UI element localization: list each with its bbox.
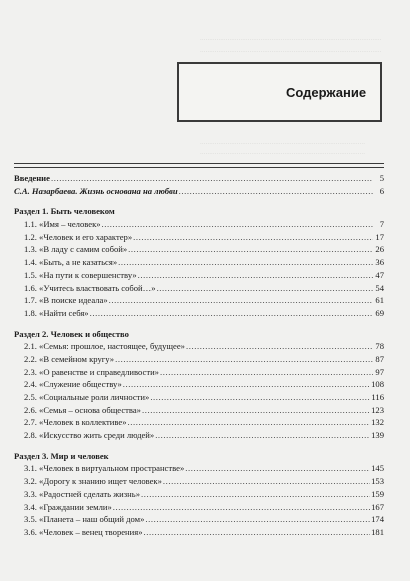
toc-entry[interactable] <box>14 430 384 443</box>
toc-entry-page: 5 <box>379 173 384 183</box>
leader-dots <box>113 502 370 512</box>
toc-entry-title: С.А. Назарбаева. Жизнь основана на любви <box>14 185 178 196</box>
toc-entry-title: 2.5. «Социальные роли личности» <box>24 392 150 402</box>
leader-dots <box>109 295 373 305</box>
toc-entry-title: 2.2. «В семейном кругу» <box>24 353 115 364</box>
toc-entry[interactable] <box>14 283 384 296</box>
leader-dots <box>102 219 373 229</box>
toc-entry-page: 26 <box>375 244 384 255</box>
toc-entry[interactable] <box>14 502 384 515</box>
table-of-contents <box>14 173 384 540</box>
toc-entry-page: 139 <box>371 430 384 441</box>
leader-dots <box>141 489 370 499</box>
toc-entry-page: 116 <box>371 392 384 402</box>
toc-entry[interactable] <box>14 379 384 392</box>
leader-dots <box>128 244 373 254</box>
toc-entry-title: 2.4. «Служение обществу» <box>24 379 122 390</box>
toc-entry[interactable] <box>14 417 384 430</box>
toc-entry-page: 123 <box>371 404 384 415</box>
toc-entry[interactable] <box>14 405 384 418</box>
toc-entry-nazarbayeva[interactable] <box>14 186 384 199</box>
leader-dots <box>155 430 370 440</box>
leader-dots <box>186 341 373 351</box>
toc-entry-page: 145 <box>371 463 384 474</box>
toc-entry-title: 2.1. «Семья: прошлое, настоящее, будущее» <box>24 341 185 352</box>
toc-entry-title: 1.7. «В поиске идеала» <box>24 295 108 306</box>
leader-dots <box>144 527 371 537</box>
toc-entry-page: 97 <box>375 366 384 377</box>
toc-entry-page: 132 <box>371 417 384 428</box>
leader-dots <box>51 173 373 183</box>
toc-entry-title: 1.6. «Учитесь властвовать собой…» <box>24 282 156 293</box>
toc-entry-page: 17 <box>375 231 384 242</box>
toc-entry[interactable] <box>14 341 384 354</box>
toc-entry[interactable] <box>14 489 384 502</box>
toc-entry-page: 61 <box>375 295 384 306</box>
toc-entry-page: 159 <box>371 488 384 499</box>
toc-entry-page: 108 <box>371 379 384 390</box>
toc-entry[interactable] <box>14 392 384 405</box>
toc-entry[interactable] <box>14 514 384 527</box>
toc-entry[interactable] <box>14 476 384 489</box>
toc-entry-title: 3.4. «Граждании земли» <box>24 501 112 512</box>
toc-entry[interactable] <box>14 257 384 270</box>
leader-dots <box>90 308 373 318</box>
leader-dots <box>138 270 373 280</box>
toc-entry-title: 1.3. «В ладу с самим собой» <box>24 244 128 255</box>
toc-entry-title: 1.1. «Имя – человек» <box>24 219 101 230</box>
toc-entry-title: 1.2. «Человек и его характер» <box>24 231 133 242</box>
toc-entry-title: 3.3. «Радостней сделать жизнь» <box>24 488 140 499</box>
toc-entry-page: 6 <box>379 185 384 196</box>
toc-entry-page: 174 <box>371 514 384 525</box>
toc-entry[interactable] <box>14 219 384 232</box>
toc-entry-title: 2.6. «Семья – основа общества» <box>24 404 141 415</box>
toc-entry[interactable] <box>14 308 384 321</box>
toc-entry[interactable] <box>14 367 384 380</box>
toc-entry-intro[interactable] <box>14 173 384 186</box>
leader-dots <box>145 514 370 524</box>
toc-entry-title: 3.6. «Человек – венец творения» <box>24 526 143 537</box>
toc-entry-title: 2.8. «Искусство жить среди людей» <box>24 430 155 441</box>
leader-dots <box>150 392 370 402</box>
leader-dots <box>163 476 370 486</box>
section-title: Раздел 3. Мир и человек <box>14 450 109 461</box>
toc-entry-page: 181 <box>371 526 384 537</box>
toc-entry-page: 7 <box>379 219 384 230</box>
leader-dots <box>160 367 373 377</box>
leader-dots <box>123 379 370 389</box>
toc-entry-page: 36 <box>375 257 384 268</box>
toc-entry[interactable] <box>14 244 384 257</box>
page-title: Содержание <box>286 85 367 100</box>
leader-dots <box>179 186 373 196</box>
toc-entry[interactable] <box>14 463 384 476</box>
toc-entry-page: 78 <box>375 341 384 352</box>
leader-dots <box>157 283 373 293</box>
section-title: Раздел 1. Быть человеком <box>14 206 115 217</box>
top-rule <box>14 163 384 164</box>
toc-entry-page: 167 <box>371 501 384 512</box>
toc-entry-page: 87 <box>375 353 384 364</box>
section-title: Раздел 2. Человек и общество <box>14 328 129 339</box>
toc-entry[interactable] <box>14 354 384 367</box>
leader-dots <box>185 463 370 473</box>
leader-dots <box>128 417 371 427</box>
top-rule-second <box>14 167 384 168</box>
toc-entry-title: 2.7. «Человек в коллективе» <box>24 417 127 428</box>
leader-dots <box>115 354 373 364</box>
toc-entry-page: 153 <box>371 476 384 487</box>
toc-entry[interactable] <box>14 527 384 540</box>
toc-entry-title: 1.4. «Быть, а не казаться» <box>24 257 118 268</box>
toc-entry[interactable] <box>14 232 384 245</box>
toc-entry-page: 47 <box>375 269 384 280</box>
toc-entry-page: 69 <box>375 307 384 318</box>
toc-entry-page: 54 <box>375 282 384 293</box>
leader-dots <box>142 405 370 415</box>
toc-entry-title: 2.3. «О равенстве и справедливости» <box>24 366 159 377</box>
toc-entry-title: 1.8. «Найти себя» <box>24 307 89 318</box>
leader-dots <box>133 232 373 242</box>
toc-entry-title: 3.5. «Планета – наш общий дом» <box>24 514 145 525</box>
toc-entry-title: Введение <box>14 173 50 183</box>
toc-entry-title: 3.1. «Человек в виртуальном пространстве» <box>24 463 185 474</box>
toc-entry[interactable] <box>14 295 384 308</box>
toc-entry-title: 1.5. «На пути к совершенству» <box>24 269 137 280</box>
leader-dots <box>118 257 373 267</box>
toc-entry[interactable] <box>14 270 384 283</box>
toc-entry-title: 3.2. «Дорогу к знанию ищет человек» <box>24 476 162 487</box>
